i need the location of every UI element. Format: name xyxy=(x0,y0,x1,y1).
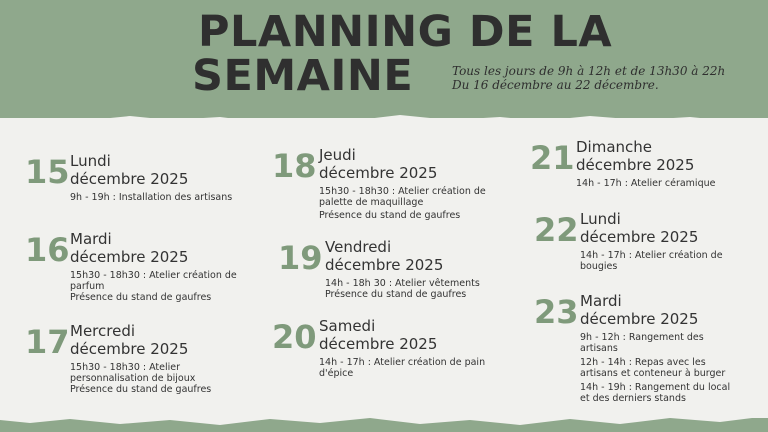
event-item: Présence du stand de gaufres xyxy=(70,292,212,303)
event-item: 9h - 12h : Rangement des artisans xyxy=(580,332,704,354)
day-name: Vendredi xyxy=(325,238,392,256)
day-number: 22 xyxy=(534,211,579,249)
day-month: décembre 2025 xyxy=(70,170,189,188)
day-card-18 xyxy=(272,144,512,224)
day-name: Lundi xyxy=(580,210,621,228)
day-number: 18 xyxy=(272,147,317,185)
event-item: 14h - 17h : Atelier création de pain d'épice xyxy=(319,357,486,379)
day-month: décembre 2025 xyxy=(580,228,699,246)
day-name: Mercredi xyxy=(70,322,136,340)
day-number: 17 xyxy=(25,323,70,361)
day-name: Lundi xyxy=(70,152,111,170)
event-item: 15h30 - 18h30 : Atelier personnalisation de bijoux xyxy=(70,362,196,384)
day-number: 15 xyxy=(25,153,70,191)
day-number: 21 xyxy=(530,139,575,177)
day-name: Jeudi xyxy=(319,146,356,164)
day-month: décembre 2025 xyxy=(576,156,695,174)
title-line-2: SEMAINE xyxy=(192,51,414,101)
day-number: 16 xyxy=(25,231,70,269)
day-name: Dimanche xyxy=(576,138,653,156)
day-card-20 xyxy=(272,315,512,385)
day-month: décembre 2025 xyxy=(70,340,189,358)
day-name: Mardi xyxy=(580,292,622,310)
event-item: 9h - 19h : Installation des artisans xyxy=(70,192,233,203)
paper-torn-edge-bottom xyxy=(0,408,768,432)
day-month: décembre 2025 xyxy=(580,310,699,328)
day-month: décembre 2025 xyxy=(70,248,189,266)
subtitle-line-2: Du 16 décembre au 22 décembre. xyxy=(452,78,659,92)
day-name: Mardi xyxy=(70,230,112,248)
day-number: 20 xyxy=(272,318,317,356)
event-item: 15h30 - 18h30 : Atelier création de palette de maquillage xyxy=(319,186,486,208)
event-item: 14h - 18h 30 : Atelier vêtements xyxy=(325,278,480,289)
title-line-1: PLANNING DE LA xyxy=(198,7,613,57)
day-number: 19 xyxy=(278,239,323,277)
event-item: Présence du stand de gaufres xyxy=(325,289,467,300)
day-card-15 xyxy=(25,150,265,210)
event-item: 14h - 17h : Atelier création de bougies xyxy=(580,250,723,272)
event-item: Présence du stand de gaufres xyxy=(70,384,212,395)
event-item: 15h30 - 18h30 : Atelier création de parfum xyxy=(70,270,237,292)
opening-hours-subtitle xyxy=(452,64,725,92)
event-item: Présence du stand de gaufres xyxy=(319,210,461,221)
day-card-16 xyxy=(25,228,265,308)
event-item: 12h - 14h : Repas avec les artisans et conteneur à burger xyxy=(580,357,726,379)
day-name: Samedi xyxy=(319,317,376,335)
day-card-22 xyxy=(534,208,764,278)
day-card-17 xyxy=(25,320,265,400)
day-month: décembre 2025 xyxy=(325,256,444,274)
subtitle-line-1: Tous les jours de 9h à 12h et de 13h30 à 22h xyxy=(452,64,726,78)
event-item: 14h - 19h : Rangement du local et des derniers stands xyxy=(580,382,731,404)
day-number: 23 xyxy=(534,293,579,331)
day-month: décembre 2025 xyxy=(319,164,438,182)
day-card-23 xyxy=(534,290,764,410)
day-month: décembre 2025 xyxy=(319,335,438,353)
day-card-21 xyxy=(530,136,765,196)
event-item: 14h - 17h : Atelier céramique xyxy=(576,178,716,189)
day-card-19 xyxy=(278,236,518,306)
